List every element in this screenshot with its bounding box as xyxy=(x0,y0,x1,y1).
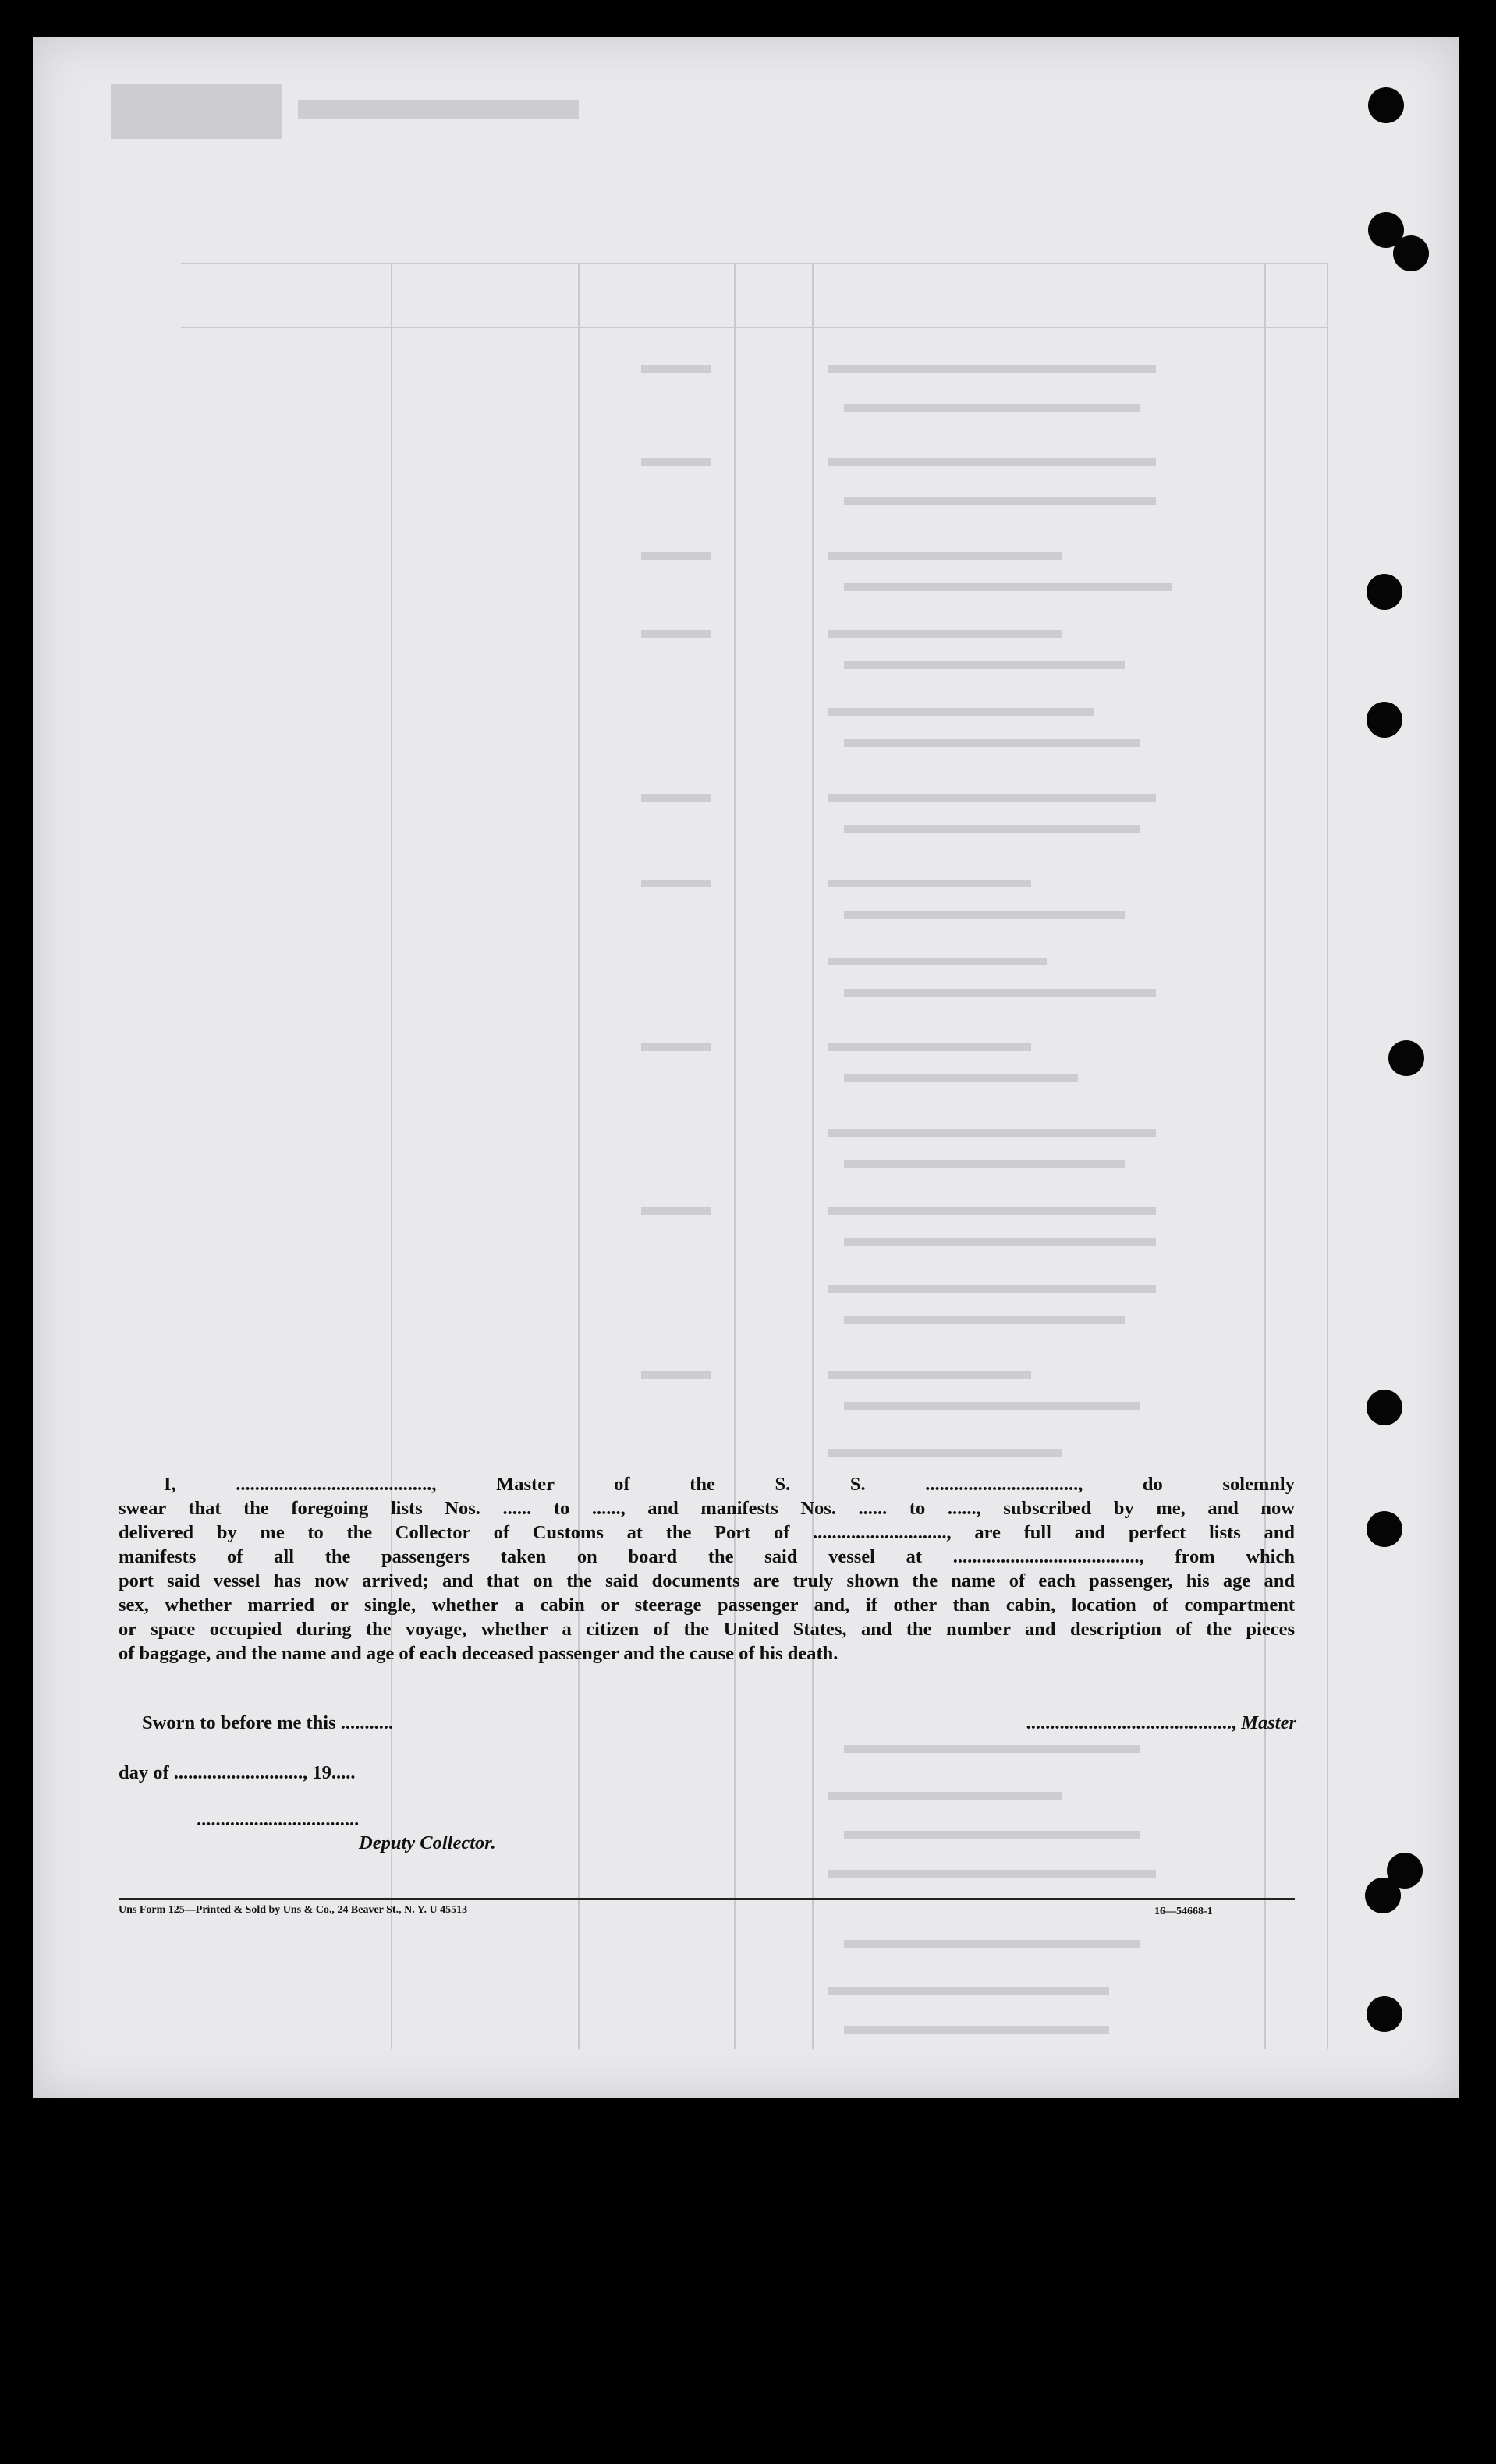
oath-line: of baggage, and the name and age of each deceased passenger and the cause of his death. xyxy=(119,1643,838,1664)
day-line: day of ..........................., 19..... xyxy=(119,1762,356,1783)
oath-line: or space occupied during the voyage, whether a citizen of the United States, and the number and description of the pieces xyxy=(119,1619,1295,1640)
oath-line: swear that the foregoing lists Nos. ...... to ......, and manifests Nos. ...... to ......, subscribed by me, and now xyxy=(119,1498,1295,1519)
master-signature xyxy=(1026,1712,1296,1734)
punch-hole xyxy=(1367,1996,1402,2032)
punch-hole xyxy=(1367,574,1402,610)
punch-hole xyxy=(1393,235,1429,271)
form-printer-credit: Uns Form 125—Printed & Sold by Uns & Co., 24 Beaver St., N. Y. U 45513 xyxy=(119,1904,468,1916)
oath-line: I, ........................................., Master of the S. S. ................................, do solemnly xyxy=(164,1474,1295,1495)
sworn-label: Sworn to before me this ........... xyxy=(142,1712,394,1733)
master-label: Master xyxy=(1241,1712,1296,1733)
bleed-through-background xyxy=(33,37,1459,2098)
punch-hole xyxy=(1368,87,1404,123)
sworn-line xyxy=(142,1712,1296,1736)
punch-hole xyxy=(1367,1511,1402,1547)
oath-line: port said vessel has now arrived; and that on the said documents are truly shown the name of each passenger, his age and xyxy=(119,1570,1295,1591)
form-code: 16—54668-1 xyxy=(1154,1906,1213,1917)
master-dots: ..........................................., xyxy=(1026,1712,1242,1733)
punch-hole xyxy=(1367,702,1402,738)
deputy-signature-line: .................................. xyxy=(197,1809,360,1830)
oath-line: sex, whether married or single, whether a cabin or steerage passenger and, if other than cabin, location of compartment xyxy=(119,1595,1295,1616)
punch-hole xyxy=(1365,1878,1401,1913)
oath-statement xyxy=(119,1472,1295,1666)
punch-hole xyxy=(1388,1040,1424,1076)
document-page xyxy=(33,37,1459,2098)
deputy-collector-label: Deputy Collector. xyxy=(359,1832,496,1853)
footer-rule xyxy=(119,1898,1295,1900)
punch-hole xyxy=(1367,1390,1402,1425)
oath-line: delivered by me to the Collector of Customs at the Port of ............................, are full and perfect lists and xyxy=(119,1522,1295,1543)
oath-line: manifests of all the passengers taken on board the said vessel at ......................................., from which xyxy=(119,1546,1295,1567)
